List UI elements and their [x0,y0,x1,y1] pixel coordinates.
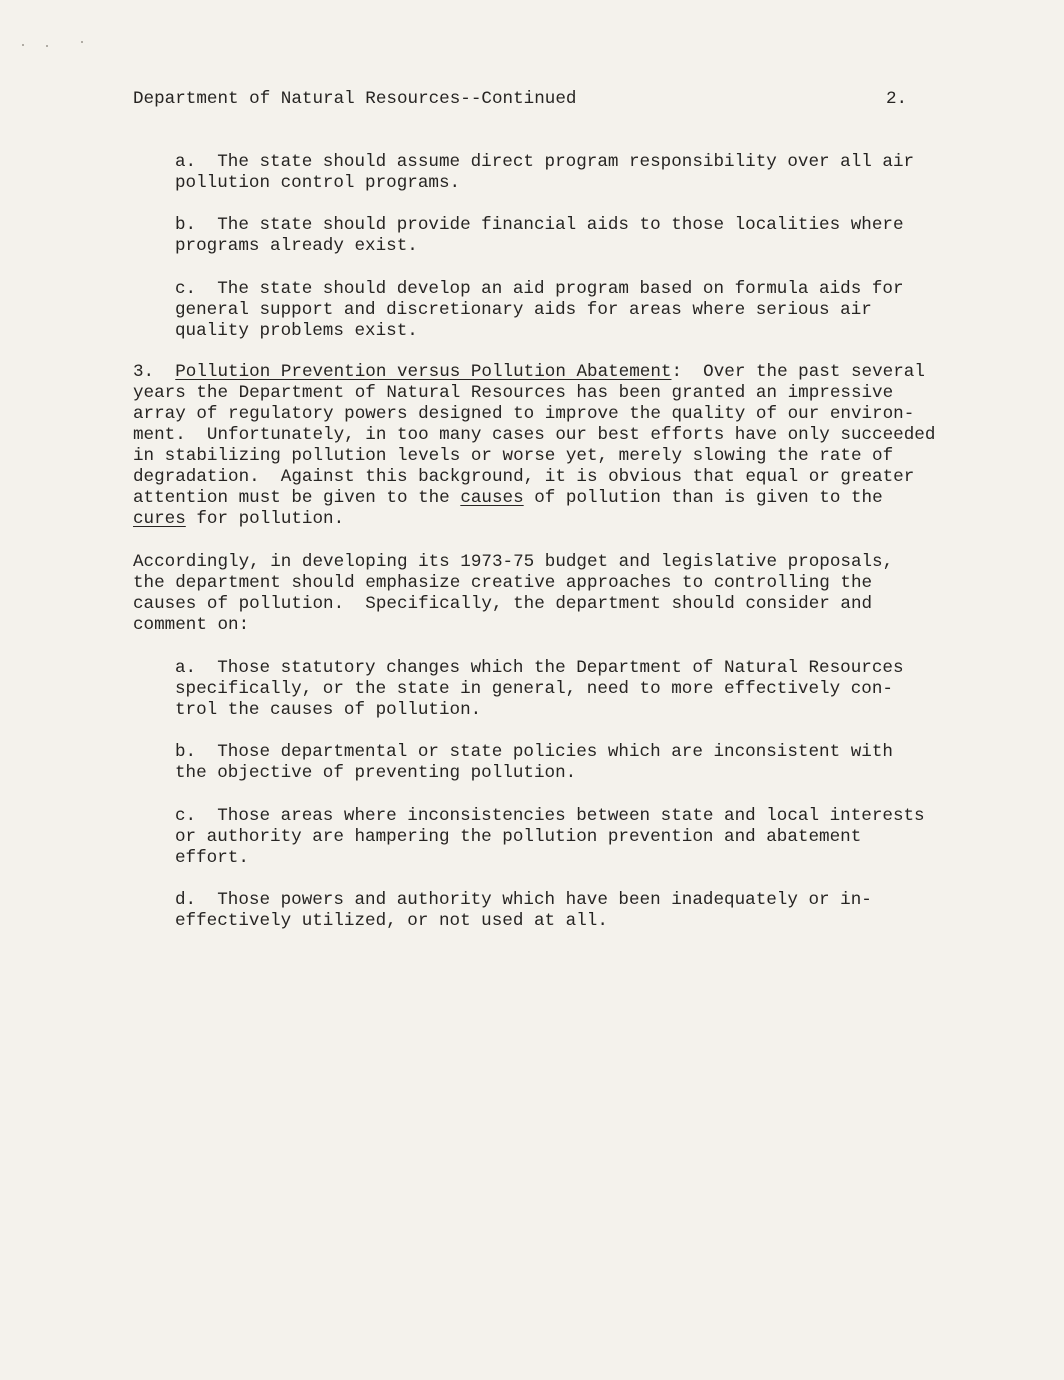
list-item-a-line-2: pollution control programs. [175,173,461,193]
consider-item-c-line-1: c. Those areas where inconsistencies between state and local interests [175,806,925,826]
section-3-line-2: years the Department of Natural Resources has been granted an impressive [133,383,894,403]
section-3-line-8 [133,509,344,530]
section-3-line-1-rest: : Over the past several [671,362,925,382]
list-item-a-line-1: a. The state should assume direct program responsibility over all air [175,152,915,172]
consider-item-c-line-3: effort. [175,848,249,868]
consider-item-d-line-2: effectively utilized, or not used at all. [175,911,608,931]
paragraph-2-line-1: Accordingly, in developing its 1973-75 budget and legislative proposals, [133,552,894,572]
section-3-line-4: ment. Unfortunately, in too many cases our best efforts have only succeeded [133,425,936,445]
consider-item-c-line-2: or authority are hampering the pollution prevention and abatement [175,827,862,847]
page-header-title: Department of Natural Resources--Continued [133,89,577,109]
list-item-c-line-3: quality problems exist. [175,321,418,341]
paper-speck [46,45,48,47]
section-3-line-5: in stabilizing pollution levels or worse yet, merely slowing the rate of [133,446,894,466]
paragraph-2-line-3: causes of pollution. Specifically, the department should consider and [133,594,873,614]
section-3-line-1 [133,362,925,383]
section-3-line-3: array of regulatory powers designed to improve the quality of our environ- [133,404,915,424]
section-heading: Pollution Prevention versus Pollution Abatement [175,362,672,382]
emphasis-causes: causes [460,488,524,508]
section-3-line-7-pre: attention must be given to the [133,488,461,508]
section-number: 3. [133,362,155,382]
consider-item-a-line-1: a. Those statutory changes which the Department of Natural Resources [175,658,904,678]
list-item-b-line-1: b. The state should provide financial aids to those localities where [175,215,904,235]
section-3-line-7-post: of pollution than is given to the [523,488,883,508]
page-number: 2. [886,89,908,109]
list-item-c-line-1: c. The state should develop an aid program based on formula aids for [175,279,904,299]
section-3-line-7 [133,488,883,509]
consider-item-b-line-1: b. Those departmental or state policies which are inconsistent with [175,742,893,762]
list-item-b-line-2: programs already exist. [175,236,418,256]
consider-item-d-line-1: d. Those powers and authority which have been inadequately or in- [175,890,872,910]
paper-speck [22,44,24,46]
section-3-line-8-post: for pollution. [185,509,345,529]
section-3-line-6: degradation. Against this background, it is obvious that equal or greater [133,467,915,487]
emphasis-cures: cures [133,509,186,529]
paragraph-2-line-4: comment on: [133,615,250,635]
consider-item-b-line-2: the objective of preventing pollution. [175,763,577,783]
paper-speck [81,41,83,43]
paragraph-2-line-2: the department should emphasize creative approaches to controlling the [133,573,873,593]
consider-item-a-line-3: trol the causes of pollution. [175,700,482,720]
consider-item-a-line-2: specifically, or the state in general, need to more effectively con- [175,679,893,699]
list-item-c-line-2: general support and discretionary aids for areas where serious air [175,300,872,320]
